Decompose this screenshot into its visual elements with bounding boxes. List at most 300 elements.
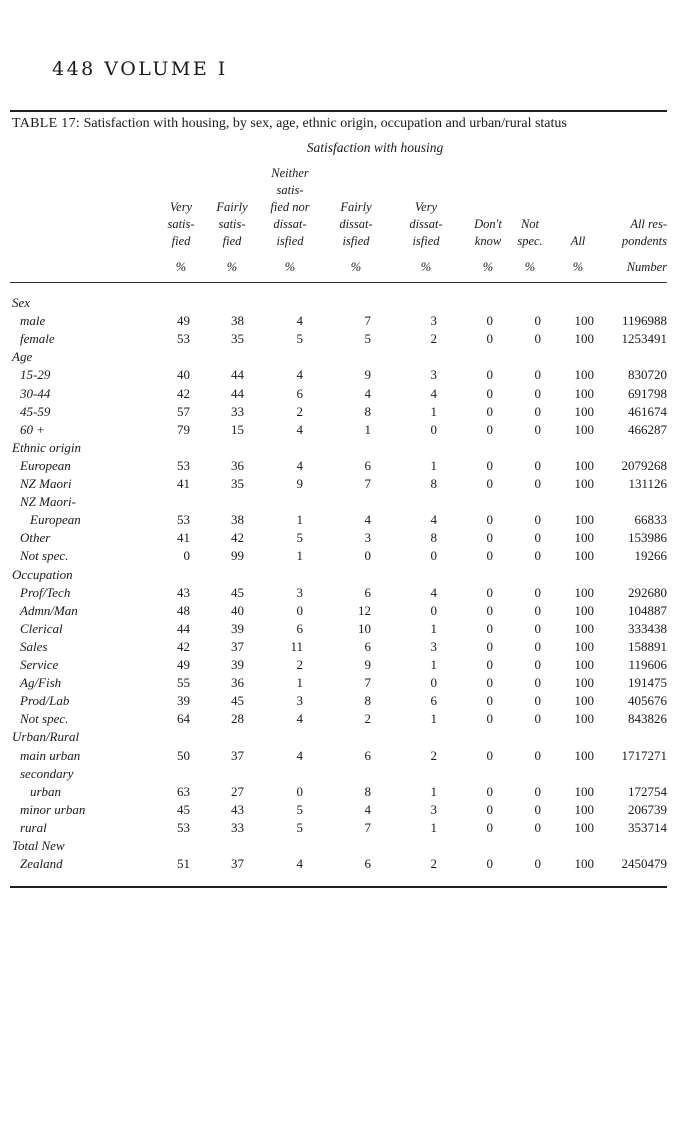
table-row (0, 820, 700, 838)
row-label: Not spec. (20, 711, 69, 727)
table-cell: 3 (296, 584, 303, 600)
column-header: Very dissat- isfied (409, 200, 443, 248)
row-label: 45-59 (20, 403, 51, 419)
row-label: Clerical (20, 620, 63, 636)
table-cell: 0 (430, 602, 437, 618)
table-cell: 64 (177, 711, 190, 727)
table-cell: 3 (430, 367, 437, 383)
table-cell: 33 (231, 819, 244, 835)
row-label: minor urban (20, 801, 86, 817)
table-cell: 0 (486, 548, 493, 564)
table-cell: 1 (296, 512, 303, 528)
table-cell: 0 (534, 367, 541, 383)
table-cell: 353714 (628, 819, 667, 835)
row-label: Prof/Tech (20, 584, 71, 600)
table-cell: 0 (534, 385, 541, 401)
table-cell: 0 (534, 801, 541, 817)
table-cell: 100 (574, 783, 594, 799)
table-cell: 0 (486, 711, 493, 727)
table-cell: 691798 (628, 385, 667, 401)
table-row (0, 657, 700, 675)
row-label: European (20, 457, 71, 473)
table-cell: 0 (486, 783, 493, 799)
table-cell: 0 (534, 693, 541, 709)
table-cell: 100 (574, 331, 594, 347)
table-cell: 5 (364, 331, 371, 347)
table-cell: 3 (430, 638, 437, 654)
table-cell: 0 (486, 403, 493, 419)
table-cell: 49 (177, 657, 190, 672)
table-row (0, 331, 700, 349)
table-cell: 1 (364, 421, 371, 437)
table-caption (12, 116, 567, 132)
row-label: European (30, 512, 81, 528)
table-cell: 6 (364, 747, 371, 763)
table-cell: 0 (534, 313, 541, 329)
table-cell: 6 (364, 638, 371, 654)
row-label: Sex (12, 295, 31, 310)
row-label: Ag/Fish (20, 675, 62, 691)
table-group-row (0, 349, 700, 367)
table-cell: 7 (364, 476, 371, 491)
table-cell: 10 (358, 620, 371, 636)
table-cell: 8 (364, 693, 371, 709)
table-cell: 8 (364, 403, 371, 419)
table-cell: 6 (430, 693, 437, 709)
column-header: Neither satis- fied nor dissat- isfied (270, 166, 310, 248)
column-unit: Number (626, 260, 667, 274)
row-label: main urban (20, 747, 81, 763)
table-cell: 100 (574, 819, 594, 835)
row-label: female (20, 331, 55, 347)
column-header: Fairly dissat- isfied (339, 200, 373, 248)
table-row (0, 639, 700, 657)
table-cell: 0 (364, 548, 371, 564)
table-cell: 4 (364, 801, 371, 817)
row-label: Sales (20, 638, 48, 654)
table-cell: 7 (364, 313, 371, 329)
table-cell: 37 (231, 747, 244, 763)
table-cell: 42 (177, 385, 190, 401)
table-row (0, 458, 700, 476)
table-cell: 5 (296, 530, 303, 546)
table-cell: 4 (296, 856, 303, 872)
table-group-row (0, 440, 700, 458)
table-cell: 1253491 (621, 331, 667, 347)
table-cell: 131126 (628, 476, 667, 491)
table-cell: 6 (296, 620, 303, 636)
table-cell: 461674 (628, 403, 667, 419)
table-cell: 100 (574, 457, 594, 473)
table-cell: 8 (430, 530, 437, 546)
table-group-row (0, 838, 700, 856)
table-cell: 0 (486, 602, 493, 618)
table-cell: 3 (430, 313, 437, 329)
table-row (0, 621, 700, 639)
table-cell: 0 (534, 675, 541, 691)
table-cell: 0 (486, 657, 493, 672)
table-cell: 830720 (628, 367, 667, 383)
table-cell: 0 (534, 783, 541, 799)
table-row (0, 404, 700, 422)
table-cell: 0 (430, 548, 437, 564)
table-cell: 0 (486, 457, 493, 473)
table-cell: 1 (430, 819, 437, 835)
row-label: rural (20, 819, 47, 835)
table-cell: 0 (534, 657, 541, 672)
table-cell: 6 (296, 385, 303, 401)
table-cell: 2 (430, 747, 437, 763)
table-cell: 0 (486, 638, 493, 654)
table-cell: 8 (364, 783, 371, 799)
table-row (0, 585, 700, 603)
table-cell: 4 (430, 512, 437, 528)
row-label: Total New (12, 838, 65, 853)
table-cell: 1 (296, 548, 303, 564)
table-cell: 100 (574, 711, 594, 727)
table-cell: 49 (177, 313, 190, 329)
column-unit: % (350, 260, 362, 274)
table-row (0, 530, 700, 548)
table-cell: 100 (574, 476, 594, 491)
table-cell: 42 (231, 530, 244, 546)
table-cell: 100 (574, 856, 594, 872)
table-cell: 51 (177, 856, 190, 872)
table-row (0, 548, 700, 566)
table-cell: 4 (296, 313, 303, 329)
table-cell: 79 (177, 421, 190, 437)
table-cell: 6 (364, 457, 371, 473)
table-cell: 36 (231, 457, 244, 473)
table-cell: 5 (296, 819, 303, 835)
table-cell: 0 (486, 584, 493, 600)
table-cell: 6 (364, 584, 371, 600)
table-cell: 15 (231, 421, 244, 437)
row-label: Zealand (20, 856, 63, 872)
column-unit: % (524, 260, 536, 274)
table-cell: 206739 (628, 801, 667, 817)
table-cell: 99 (231, 548, 244, 564)
table-cell: 53 (177, 331, 190, 347)
table-cell: 0 (486, 421, 493, 437)
table-cell: 2 (430, 856, 437, 872)
table-cell: 1 (430, 657, 437, 672)
table-group-row (0, 494, 700, 512)
table-cell: 38 (231, 512, 244, 528)
table-cell: 35 (231, 331, 244, 347)
table-cell: 39 (231, 620, 244, 636)
table-cell: 1 (430, 457, 437, 473)
table-cell: 0 (534, 638, 541, 654)
column-unit: % (482, 260, 494, 274)
table-cell: 0 (486, 385, 493, 401)
table-cell: 0 (534, 620, 541, 636)
table-cell: 63 (177, 783, 190, 799)
table-cell: 7 (364, 675, 371, 691)
table-cell: 0 (534, 421, 541, 437)
table-cell: 0 (534, 457, 541, 473)
table-cell: 41 (177, 476, 190, 491)
table-cell: 4 (296, 367, 303, 383)
row-label: urban (30, 783, 62, 799)
table-cell: 4 (296, 711, 303, 727)
table-cell: 191475 (628, 675, 667, 691)
table-cell: 37 (231, 856, 244, 872)
table-group-row (0, 295, 700, 313)
table-cell: 38 (231, 313, 244, 329)
table-cell: 53 (177, 819, 190, 835)
table-row (0, 603, 700, 621)
table-cell: 0 (183, 548, 190, 564)
row-label: Ethnic origin (12, 439, 81, 455)
row-label: Not spec. (20, 548, 69, 564)
table-cell: 33 (231, 403, 244, 419)
row-label: NZ Maori- (20, 494, 76, 510)
table-cell: 43 (231, 801, 244, 817)
table-row (0, 748, 700, 766)
table-cell: 0 (534, 548, 541, 564)
table-cell: 2 (364, 711, 371, 727)
table-cell: 4 (364, 512, 371, 528)
table-cell: 0 (534, 530, 541, 546)
header-rule (10, 282, 667, 283)
table-cell: 1 (430, 783, 437, 799)
table-cell: 100 (574, 584, 594, 600)
table-cell: 45 (231, 584, 244, 600)
table-cell: 5 (296, 331, 303, 347)
table-cell: 0 (296, 602, 303, 618)
row-label: NZ Maori (20, 476, 72, 491)
table-cell: 0 (534, 819, 541, 835)
table-group-row (0, 729, 700, 747)
table-cell: 0 (486, 801, 493, 817)
table-row (0, 367, 700, 385)
table-row (0, 675, 700, 693)
table-cell: 11 (290, 638, 303, 654)
row-label: Admn/Man (20, 602, 78, 618)
table-cell: 1 (430, 711, 437, 727)
table-row (0, 386, 700, 404)
column-unit: % (420, 260, 432, 274)
table-cell: 45 (231, 693, 244, 709)
table-cell: 0 (486, 512, 493, 528)
table-cell: 39 (177, 693, 190, 709)
table-cell: 4 (296, 747, 303, 763)
table-cell: 100 (574, 602, 594, 618)
table-cell: 27 (231, 783, 244, 799)
row-label: Urban/Rural (12, 729, 80, 745)
table-cell: 9 (364, 657, 371, 672)
table-cell: 0 (486, 693, 493, 709)
table-cell: 1717271 (621, 747, 667, 763)
table-cell: 50 (177, 747, 190, 763)
table-cell: 45 (177, 801, 190, 817)
row-label: secondary (20, 765, 74, 781)
table-row (0, 784, 700, 802)
table-cell: 100 (574, 512, 594, 528)
table-cell: 100 (574, 638, 594, 654)
column-unit: % (572, 260, 584, 274)
table-group-row (0, 567, 700, 585)
column-header: Fairly satis- fied (216, 200, 248, 248)
row-label: Prod/Lab (20, 693, 70, 709)
table-cell: 100 (574, 657, 594, 672)
table-cell: 6 (364, 856, 371, 872)
table-cell: 405676 (628, 693, 667, 709)
table-cell: 0 (534, 403, 541, 419)
table-cell: 0 (534, 602, 541, 618)
table-cell: 153986 (628, 530, 667, 546)
top-rule (10, 110, 667, 112)
table-cell: 333438 (628, 620, 667, 636)
table-cell: 0 (430, 675, 437, 691)
table-cell: 40 (231, 602, 244, 618)
table-cell: 43 (177, 584, 190, 600)
table-row (0, 693, 700, 711)
table-cell: 36 (231, 675, 244, 691)
table-cell: 44 (231, 367, 244, 383)
table-row (0, 313, 700, 331)
table-number: TABLE 17: (12, 116, 81, 131)
table-cell: 2450479 (621, 856, 667, 872)
table-cell: 44 (177, 620, 190, 636)
table-row (0, 422, 700, 440)
table-cell: 44 (231, 385, 244, 401)
table-cell: 172754 (628, 783, 667, 799)
table-cell: 37 (231, 638, 244, 654)
table-cell: 0 (534, 711, 541, 727)
column-group-heading: Satisfaction with housing (306, 140, 444, 155)
table-cell: 292680 (628, 584, 667, 600)
table-cell: 55 (177, 675, 190, 691)
row-label: Other (20, 530, 51, 546)
table-cell: 19266 (634, 548, 667, 564)
table-cell: 1 (430, 620, 437, 636)
table-cell: 12 (358, 602, 371, 618)
table-cell: 0 (486, 620, 493, 636)
table-cell: 100 (574, 620, 594, 636)
table-cell: 100 (574, 530, 594, 546)
table-cell: 158891 (628, 638, 667, 654)
table-cell: 0 (430, 421, 437, 437)
table-row (0, 802, 700, 820)
table-cell: 3 (364, 530, 371, 546)
table-cell: 48 (177, 602, 190, 618)
table-cell: 4 (364, 385, 371, 401)
table-cell: 0 (296, 783, 303, 799)
bottom-rule (10, 886, 667, 888)
table-cell: 57 (177, 403, 190, 419)
table-cell: 0 (486, 675, 493, 691)
table-caption-text: Satisfaction with housing, by sex, age, ethnic origin, occupation and urban/rural status (80, 116, 567, 131)
column-unit: % (284, 260, 296, 274)
table-cell: 466287 (628, 421, 667, 437)
row-label: 15-29 (20, 367, 51, 383)
table-cell: 2 (430, 331, 437, 347)
table-cell: 0 (534, 747, 541, 763)
table-cell: 100 (574, 421, 594, 437)
table-cell: 2079268 (621, 457, 667, 473)
table-cell: 0 (534, 584, 541, 600)
table-cell: 9 (364, 367, 371, 383)
row-label: male (20, 313, 46, 329)
table-cell: 100 (574, 313, 594, 329)
column-unit: % (175, 260, 187, 274)
table-cell: 1 (296, 675, 303, 691)
table-group-row (0, 766, 700, 784)
table-cell: 100 (574, 801, 594, 817)
table-cell: 41 (177, 530, 190, 546)
row-label: 60 + (20, 421, 46, 437)
table-cell: 4 (430, 584, 437, 600)
table-row (0, 856, 700, 874)
table-cell: 0 (486, 476, 493, 491)
table-cell: 0 (486, 367, 493, 383)
table-cell: 2 (296, 657, 303, 672)
table-cell: 28 (231, 711, 244, 727)
row-label: Occupation (12, 566, 73, 582)
row-label: Age (12, 349, 33, 365)
row-label: 30-44 (20, 385, 51, 401)
table-cell: 5 (296, 801, 303, 817)
table-cell: 100 (574, 675, 594, 691)
table-cell: 0 (486, 747, 493, 763)
column-header: Very satis- fied (167, 200, 195, 248)
table-cell: 4 (430, 385, 437, 401)
table-cell: 0 (486, 530, 493, 546)
table-row (0, 476, 700, 494)
table-cell: 100 (574, 548, 594, 564)
table-cell: 0 (486, 856, 493, 872)
table-cell: 9 (296, 476, 303, 491)
table-cell: 0 (486, 819, 493, 835)
table-cell: 100 (574, 385, 594, 401)
table-cell: 1196988 (621, 313, 667, 329)
table-cell: 66833 (634, 512, 667, 528)
table-cell: 119606 (628, 657, 667, 672)
table-cell: 8 (430, 476, 437, 491)
table-cell: 1 (430, 403, 437, 419)
table-cell: 100 (574, 747, 594, 763)
column-header: Don't know (474, 217, 502, 248)
column-unit: % (226, 260, 238, 274)
column-header: All (570, 234, 586, 248)
table-cell: 843826 (628, 711, 667, 727)
table-cell: 7 (364, 819, 371, 835)
table-cell: 100 (574, 403, 594, 419)
page-header: 448 VOLUME I (52, 58, 228, 80)
table-cell: 39 (231, 657, 244, 672)
table-cell: 100 (574, 367, 594, 383)
table-row (0, 512, 700, 530)
table-cell: 0 (534, 331, 541, 347)
column-header: All res- pondents (621, 217, 667, 248)
table-cell: 2 (296, 403, 303, 419)
table-cell: 104887 (628, 602, 667, 618)
table-cell: 0 (534, 512, 541, 528)
table-cell: 42 (177, 638, 190, 654)
table-cell: 4 (296, 457, 303, 473)
table-cell: 0 (534, 476, 541, 491)
table-cell: 0 (534, 856, 541, 872)
table-row (0, 711, 700, 729)
table-cell: 4 (296, 421, 303, 437)
table-cell: 53 (177, 512, 190, 528)
table-cell: 100 (574, 693, 594, 709)
column-header: Not spec. (517, 217, 543, 248)
table-cell: 53 (177, 457, 190, 473)
table-cell: 3 (296, 693, 303, 709)
